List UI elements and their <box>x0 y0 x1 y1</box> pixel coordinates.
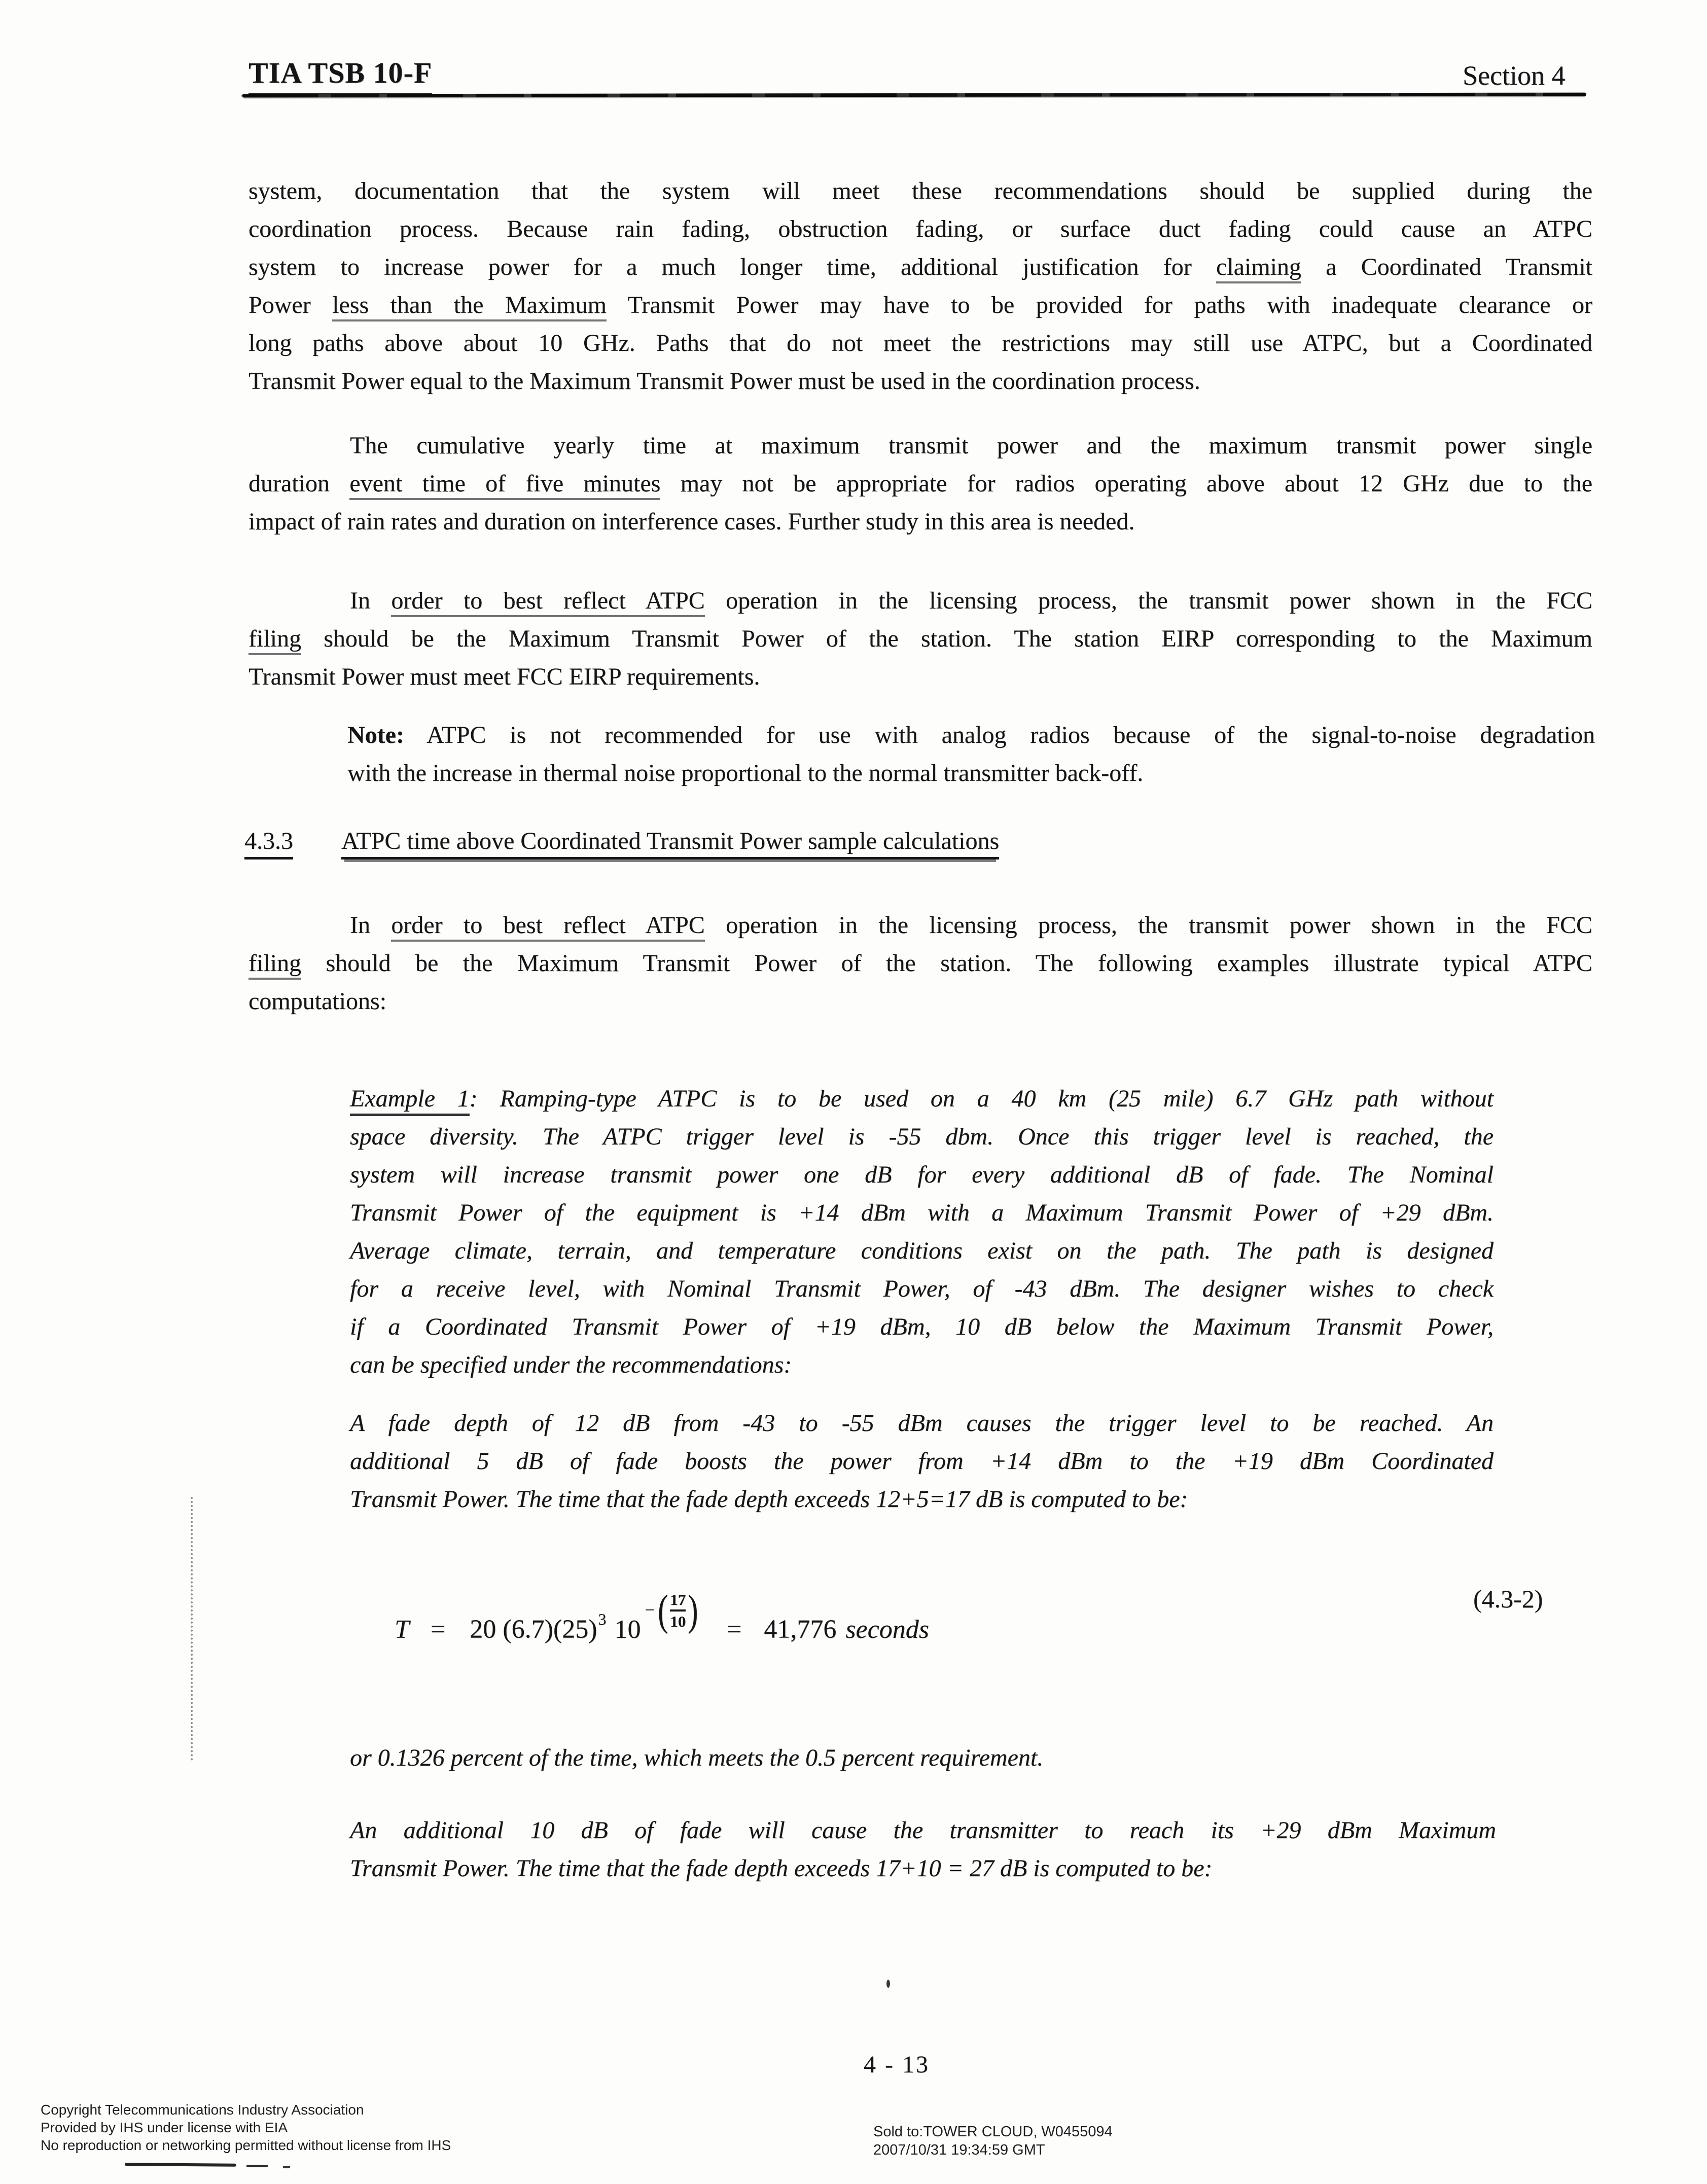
timestamp-line: 2007/10/31 19:34:59 GMT <box>873 2142 1045 2158</box>
text-line: computations: <box>248 988 386 1015</box>
note-label: Note: <box>347 722 404 748</box>
text-line: or 0.1326 percent of the time, which meets the 0.5 percent requirement. <box>350 1744 1044 1771</box>
text-line <box>248 620 1592 658</box>
text-line: system, documentation that the system will meet these recommendations should be supplied during the <box>248 177 1592 204</box>
scan-artifact-speck <box>886 1980 890 1988</box>
section-number: 4.3.3 <box>244 828 293 860</box>
equation-variable: T <box>395 1615 409 1644</box>
text-line: Transmit Power equal to the Maximum Transmit Power must be used in the coordination process. <box>248 368 1200 395</box>
text-line: Transmit Power. The time that the fade depth exceeds 12+5=17 dB is computed to be: <box>350 1486 1188 1513</box>
text-line: if a Coordinated Transmit Power of +19 dBm, 10 dB below the Maximum Transmit Power, <box>350 1313 1493 1340</box>
note-block <box>347 716 1595 792</box>
section-heading <box>244 827 999 855</box>
text-segment: should be the Maximum Transmit Power of the station. The station EIRP corresponding to the Maximum <box>301 625 1592 652</box>
text-line: Transmit Power must meet FCC EIRP requirements. <box>248 663 760 690</box>
fraction-numerator: 17 <box>670 1590 686 1608</box>
text-segment: In <box>350 912 392 939</box>
text-line: impact of rain rates and duration on interference cases. Further study in this area is needed. <box>248 508 1135 535</box>
underlined-phrase: claiming <box>1216 254 1301 283</box>
page-number: 4 - 13 <box>864 2051 930 2078</box>
scan-artifact-smudge <box>125 2163 236 2167</box>
equals-sign: = <box>430 1615 446 1644</box>
paragraph-2 <box>248 426 1592 541</box>
text-line: space diversity. The ATPC trigger level is -55 dbm. Once this trigger level is reached, the <box>350 1123 1493 1150</box>
text-line <box>248 906 1592 944</box>
equation-result: 41,776 <box>764 1615 837 1644</box>
text-line <box>248 944 1592 982</box>
paragraph-1 <box>248 172 1592 400</box>
header-rule <box>242 93 1586 98</box>
underlined-phrase: order to best reflect ATPC <box>391 912 704 942</box>
sold-to-line: Sold to:TOWER CLOUD, W0455094 <box>873 2124 1113 2140</box>
text-line: Transmit Power of the equipment is +14 dBm with a Maximum Transmit Power of +29 dBm. <box>350 1199 1493 1226</box>
text-segment: may not be appropriate for radios operating above about 12 GHz due to the <box>660 470 1592 497</box>
cube-exponent: 3 <box>598 1609 607 1628</box>
underlined-phrase: event time of five minutes <box>349 470 660 500</box>
license-line: Provided by IHS under license with EIA <box>41 2120 288 2135</box>
reproduction-notice: No reproduction or networking permitted without license from IHS <box>41 2137 451 2153</box>
text-line: system will increase transmit power one dB for every additional dB of fade. The Nominal <box>350 1161 1493 1188</box>
text-line <box>248 582 1592 620</box>
text-line: Transmit Power. The time that the fade depth exceeds 17+10 = 27 dB is computed to be: <box>350 1855 1213 1882</box>
base-ten: 10 <box>614 1615 641 1644</box>
text-line: can be specified under the recommendations: <box>350 1351 792 1378</box>
equation-coefficients: 20 (6.7)(25) <box>470 1615 597 1644</box>
example-1-block <box>350 1080 1493 1384</box>
text-segment: Transmit Power may have to be provided for paths with inadequate clearance or <box>606 292 1592 318</box>
text-segment: should be the Maximum Transmit Power of the station. The following examples illustrate typical ATPC <box>301 950 1592 977</box>
equation-unit: seconds <box>845 1615 929 1644</box>
text-segment: ATPC is not recommended for use with analog radios because of the signal-to-noise degradation <box>404 722 1595 748</box>
text-segment: In <box>350 587 392 614</box>
copyright-block <box>41 2101 451 2154</box>
text-segment: : Ramping-type ATPC is to be used on a 40 km (25 mile) 6.7 GHz path without <box>469 1085 1493 1112</box>
underlined-phrase: filing <box>248 625 301 655</box>
text-line: A fade depth of 12 dB from -43 to -55 dBm causes the trigger level to be reached. An <box>350 1410 1493 1437</box>
fraction <box>670 1592 686 1629</box>
close-paren: ) <box>688 1586 698 1634</box>
fraction-denominator: 10 <box>670 1612 686 1630</box>
section-label: Section 4 <box>1463 60 1566 91</box>
text-segment: a Coordinated Transmit <box>1301 254 1593 280</box>
minus-sign: − <box>645 1600 655 1620</box>
example-label: Example 1 <box>350 1085 470 1116</box>
underlined-phrase: order to best reflect ATPC <box>391 587 704 617</box>
scan-artifact-smudge <box>246 2165 268 2167</box>
scan-artifact-dotted-line <box>191 1497 193 1761</box>
text-segment: system to increase power for a much longer time, additional justification for <box>248 254 1216 280</box>
text-segment: operation in the licensing process, the transmit power shown in the FCC <box>704 912 1592 939</box>
fade-depth-paragraph <box>350 1404 1493 1518</box>
text-segment: duration <box>248 470 350 497</box>
underlined-phrase: filing <box>248 950 301 980</box>
percent-line <box>350 1739 1493 1777</box>
text-line: for a receive level, with Nominal Transmit Power, of -43 dBm. The designer wishes to check <box>350 1275 1493 1302</box>
text-segment: Power <box>248 292 333 318</box>
sold-to-block <box>873 2123 1113 2159</box>
copyright-line: Copyright Telecommunications Industry Association <box>41 2102 364 2118</box>
underlined-phrase: less than the Maximum <box>332 292 607 321</box>
scan-artifact-smudge <box>283 2166 290 2168</box>
section-title: ATPC time above Coordinated Transmit Power sample calculations <box>341 828 999 860</box>
paragraph-4 <box>248 906 1592 1020</box>
text-line: with the increase in thermal noise proportional to the normal transmitter back-off. <box>347 760 1144 786</box>
equation <box>395 1586 929 1644</box>
text-line <box>248 286 1592 324</box>
equals-sign: = <box>726 1615 742 1644</box>
text-line: additional 5 dB of fade boosts the power from +14 dBm to the +19 dBm Coordinated <box>350 1448 1493 1475</box>
text-line: long paths above about 10 GHz. Paths that do not meet the restrictions may still use ATPC, but a Coordinated <box>248 330 1592 356</box>
text-line: An additional 10 dB of fade will cause the transmitter to reach its +29 dBm Maximum <box>350 1817 1496 1844</box>
text-line: Average climate, terrain, and temperature conditions exist on the path. The path is designed <box>350 1237 1493 1264</box>
equation-number: (4.3-2) <box>1473 1585 1543 1613</box>
paragraph-3 <box>248 582 1592 696</box>
text-line <box>248 464 1592 503</box>
open-paren: ( <box>657 1586 668 1634</box>
text-line <box>248 248 1592 286</box>
text-line <box>350 1080 1493 1118</box>
text-line: The cumulative yearly time at maximum transmit power and the maximum transmit power single <box>350 432 1592 459</box>
text-segment: operation in the licensing process, the transmit power shown in the FCC <box>704 587 1592 614</box>
document-title: TIA TSB 10-F <box>248 56 432 96</box>
additional-fade-paragraph <box>350 1811 1496 1887</box>
exponent-fraction <box>645 1586 700 1634</box>
fraction-bar <box>670 1609 686 1612</box>
text-line <box>347 716 1595 754</box>
text-line: coordination process. Because rain fading, obstruction fading, or surface duct fading could cause an ATPC <box>248 216 1592 242</box>
